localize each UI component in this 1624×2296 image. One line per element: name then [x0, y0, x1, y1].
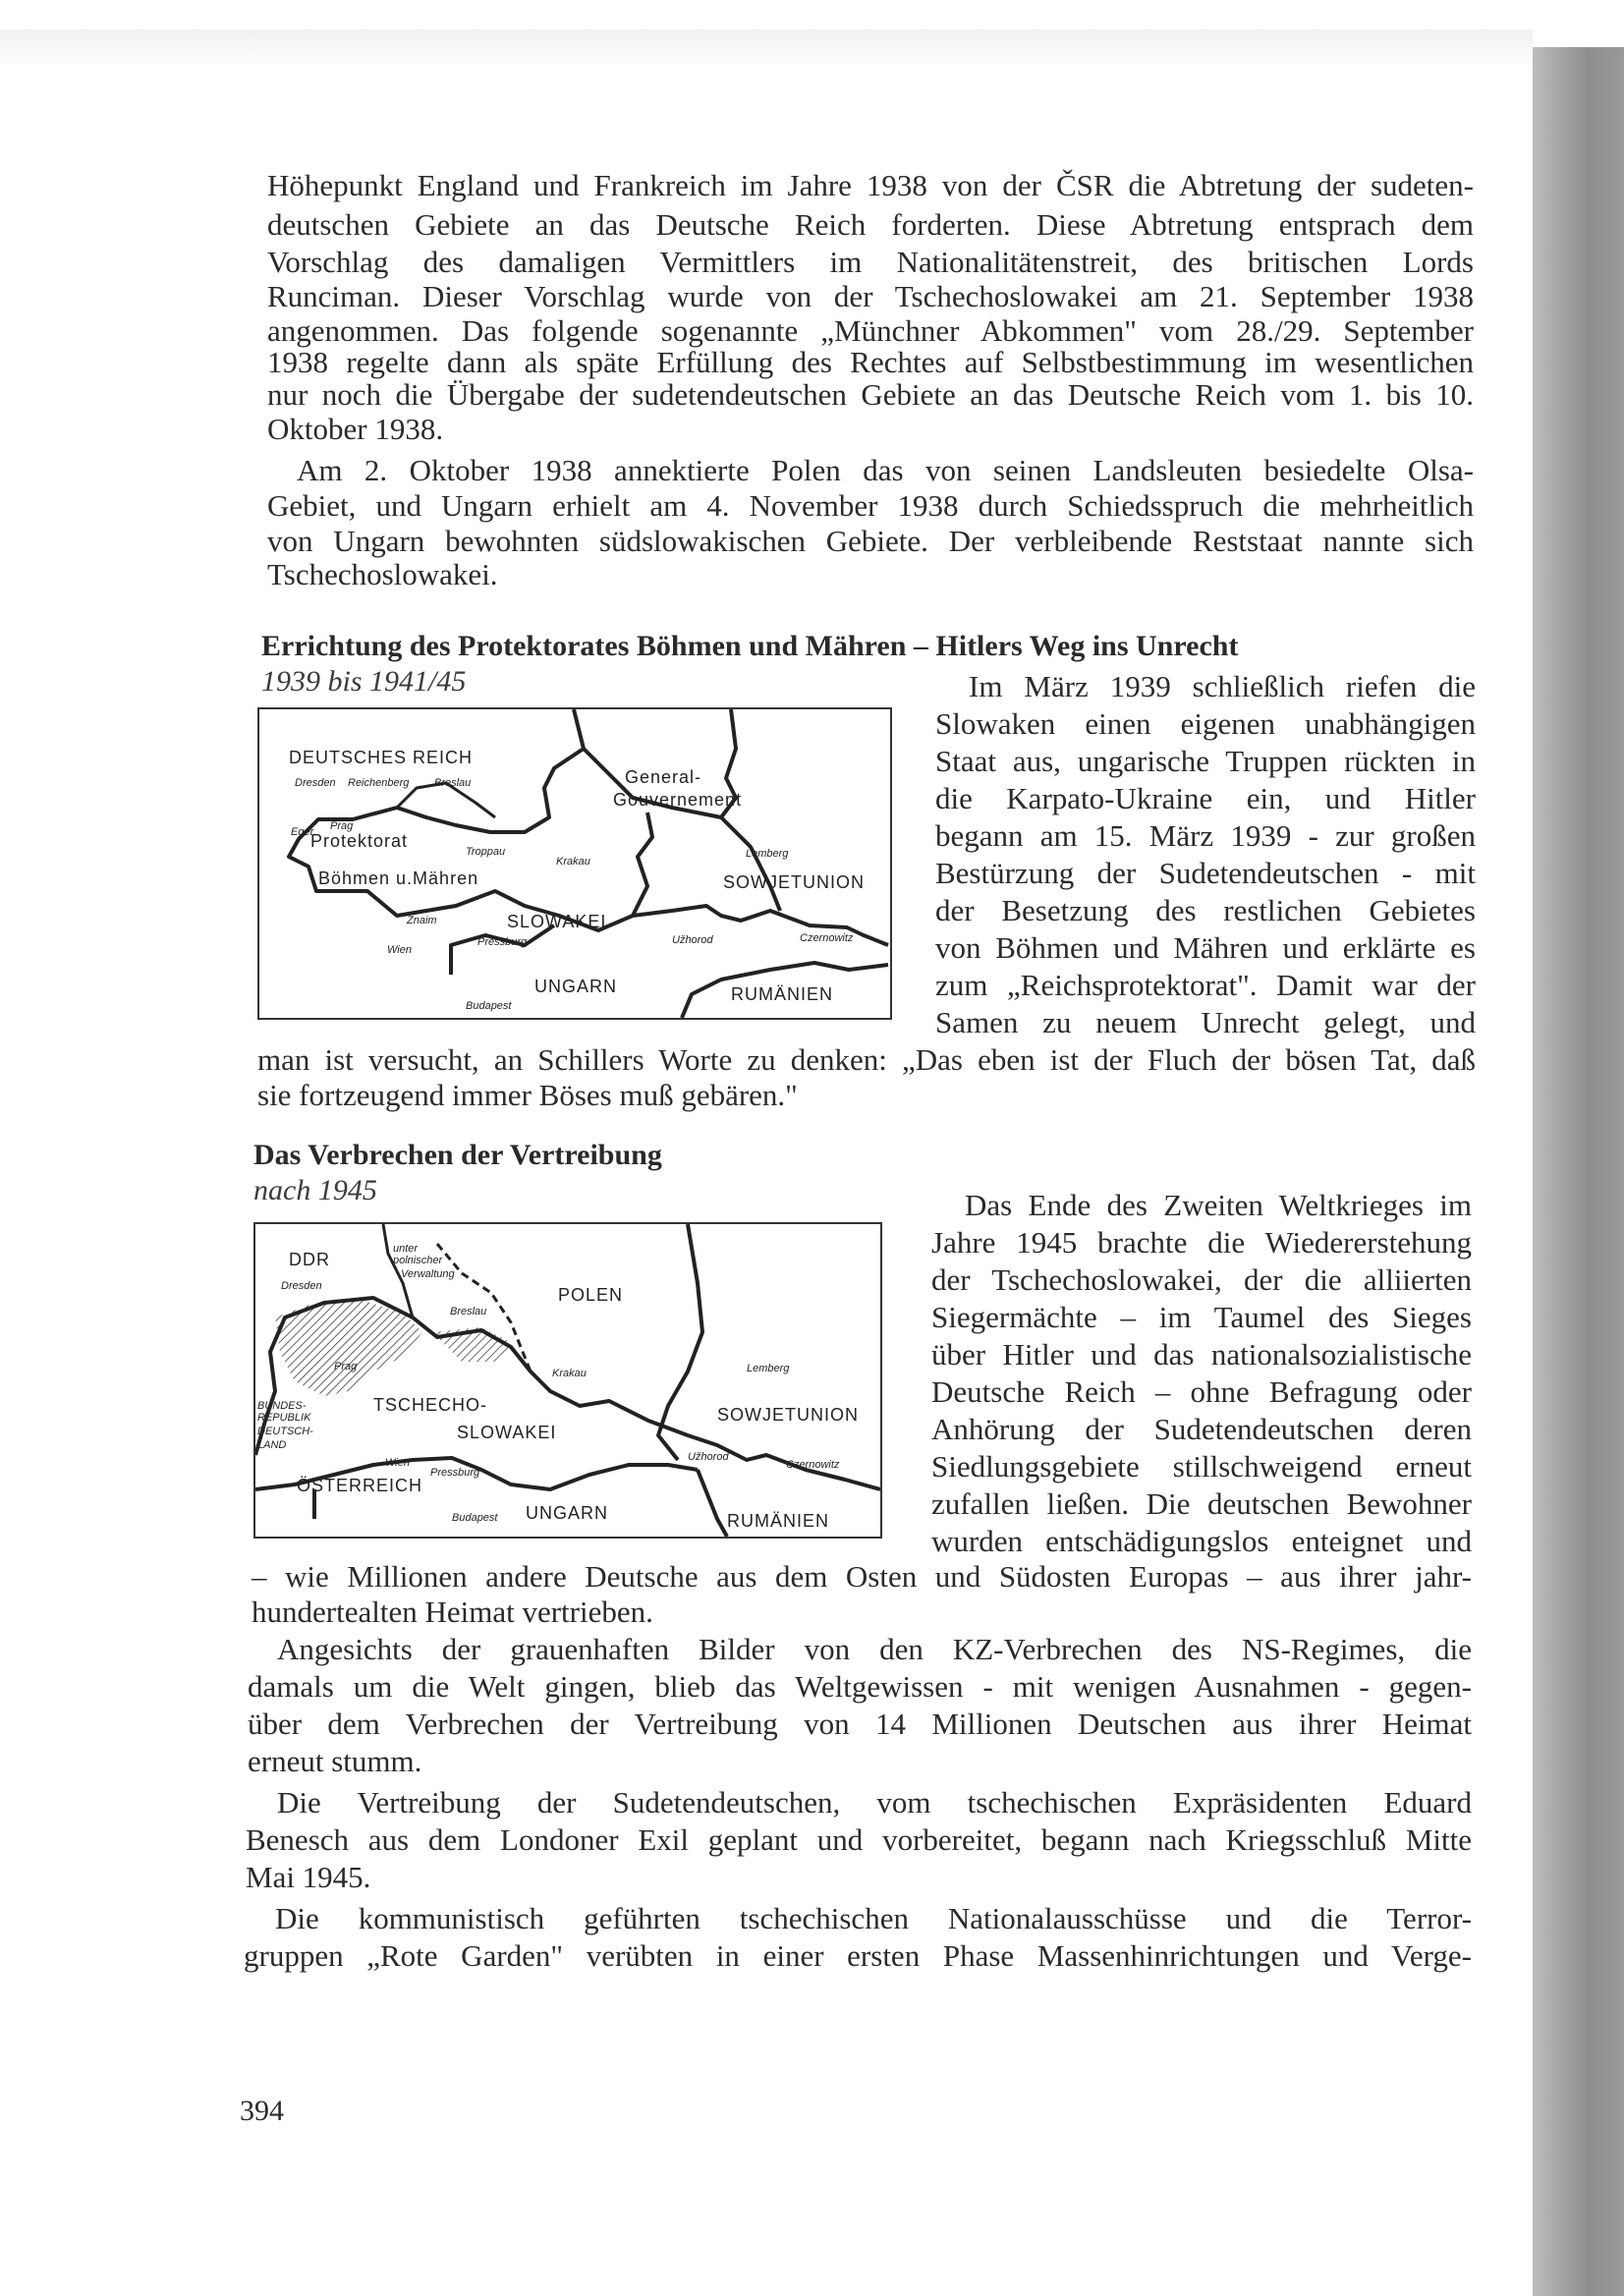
- intro-line-3: Vorschlag des damaligen Vermittlers im Nationalitätenstreit, des britischen Lords: [267, 245, 1474, 279]
- map2-city-dresden: Dresden: [281, 1280, 322, 1292]
- s2-side-line-9: zufallen ließen. Die deutschen Bewohner: [931, 1486, 1472, 1521]
- map-vertreibung-svg: [255, 1224, 880, 1537]
- map2-label-brd-2: REPUBLIK: [257, 1412, 311, 1424]
- intro-line-7: nur noch die Übergabe der sudetendeutschen Gebiete an das Deutsche Reich vom 1. bis 10.: [267, 377, 1474, 412]
- map2-label-unter-1: unter: [393, 1243, 419, 1255]
- closing3-line-1: Die kommunistisch geführten tschechischen Nationalausschüsse und die Terror-: [275, 1901, 1472, 1935]
- s2-side-line-10: wurden entschädigungslos enteignet und: [931, 1524, 1472, 1558]
- map2-border-east: [658, 1224, 702, 1460]
- map2-city-lemberg: Lemberg: [747, 1363, 790, 1374]
- scan-top-shade: [0, 29, 1533, 69]
- closing1-line-1: Angesichts der grauenhaften Bilder von den KZ-Verbrechen des NS-Regimes, die: [277, 1632, 1472, 1666]
- map2-label-brd-1: BUNDES-: [257, 1400, 307, 1412]
- s1-side-line-1: Im März 1939 schließlich riefen die: [969, 669, 1476, 703]
- s1-side-line-3: Staat aus, ungarische Truppen rückten in: [935, 744, 1476, 778]
- map1-city-pressburg: Pressburg: [477, 936, 528, 948]
- intro-line-2: deutschen Gebiete an das Deutsche Reich forderten. Diese Abtretung entsprach dem: [267, 207, 1474, 242]
- map2-label-ddr: DDR: [289, 1250, 330, 1269]
- closing3-line-2: gruppen „Rote Garden" verübten in einer ersten Phase Massenhinrichtungen und Verge-: [244, 1938, 1472, 1973]
- para2-line-1: Am 2. Oktober 1938 annektierte Polen das von seinen Landsleuten besiedelte Olsa-: [297, 453, 1474, 487]
- s2-full-line-2: hundertealten Heimat vertrieben.: [252, 1595, 653, 1629]
- s1-side-line-8: von Böhmen und Mähren und erklärte es: [935, 930, 1476, 965]
- map1-label-general-1: General-: [625, 767, 702, 787]
- map1-city-breslau: Breslau: [434, 777, 472, 789]
- map-vertreibung-1945: [253, 1222, 882, 1539]
- s1-side-line-2: Slowaken einen eigenen unabhängigen: [935, 706, 1476, 741]
- map1-city-dresden: Dresden: [295, 777, 336, 789]
- map2-city-pressburg: Pressburg: [430, 1467, 480, 1479]
- s1-side-line-5: begann am 15. März 1939 - zur großen: [935, 818, 1476, 853]
- map2-city-krakau: Krakau: [552, 1368, 587, 1379]
- map2-label-oesterreich: ÖSTERREICH: [297, 1476, 423, 1495]
- map-protektorat-svg: [259, 709, 890, 1018]
- section1-subtitle: 1939 bis 1941/45: [261, 665, 467, 698]
- map1-label-deutsches-reich: DEUTSCHES REICH: [289, 748, 474, 767]
- map2-city-uzhorod: Užhorod: [688, 1451, 729, 1463]
- page-number: 394: [240, 2095, 284, 2127]
- intro-line-4: Runciman. Dieser Vorschlag wurde von der Tschechoslowakei am 21. September 1938: [267, 279, 1474, 313]
- map2-label-slowakei: SLOWAKEI: [457, 1423, 557, 1442]
- map2-label-sowjetunion: SOWJETUNION: [717, 1405, 859, 1425]
- section2-heading: Das Verbrechen der Vertreibung: [253, 1139, 662, 1171]
- closing2-line-2: Benesch aus dem Londoner Exil geplant und vorbereitet, begann nach Kriegsschluß Mitte: [246, 1822, 1472, 1857]
- map1-city-budapest: Budapest: [466, 1000, 512, 1012]
- map1-label-slowakei: SLOWAKEI: [507, 912, 607, 931]
- closing2-line-1: Die Vertreibung der Sudetendeutschen, vom tschechischen Expräsidenten Eduard: [277, 1785, 1472, 1820]
- map1-city-krakau: Krakau: [556, 856, 590, 868]
- s1-full-line-1: man ist versucht, an Schillers Worte zu denken: „Das eben ist der Fluch der bösen Tat, daß: [257, 1042, 1476, 1077]
- intro-line-8: Oktober 1938.: [267, 412, 444, 446]
- map1-city-prag: Prag: [330, 820, 354, 832]
- s2-full-line-1: – wie Millionen andere Deutsche aus dem Osten und Südosten Europas – aus ihrer jahr-: [252, 1559, 1472, 1594]
- map1-label-general-2: Gouvernement: [613, 790, 743, 810]
- map2-city-budapest: Budapest: [452, 1512, 498, 1524]
- map2-label-polen: POLEN: [558, 1285, 624, 1305]
- s1-side-line-4: die Karpato-Ukraine ein, und Hitler: [935, 781, 1476, 815]
- map2-label-brd-3: DEUTSCH-: [257, 1426, 313, 1437]
- map1-border-south: [289, 709, 888, 945]
- map1-city-troppau: Troppau: [466, 846, 506, 858]
- map-protektorat-1939: [257, 707, 892, 1020]
- s2-side-line-7: Anhörung der Sudetendeutschen deren: [931, 1412, 1472, 1446]
- map2-label-unter-3: Verwaltung: [401, 1268, 455, 1280]
- s2-side-line-4: Siegermächte – im Taumel des Sieges: [931, 1300, 1472, 1334]
- closing2-line-3: Mai 1945.: [246, 1860, 371, 1894]
- map2-label-rumaenien: RUMÄNIEN: [727, 1511, 830, 1531]
- map2-label-brd-4: LAND: [257, 1439, 287, 1451]
- map2-label-ungarn: UNGARN: [526, 1503, 609, 1523]
- map1-city-eger: Eger: [291, 826, 314, 838]
- s2-side-line-1: Das Ende des Zweiten Weltkrieges im: [965, 1188, 1472, 1222]
- s2-side-line-6: Deutsche Reich – ohne Befragung oder: [931, 1374, 1472, 1409]
- s1-side-line-9: zum „Reichsprotektorat". Damit war der: [935, 968, 1476, 1002]
- s1-side-line-6: Bestürzung der Sudetendeutschen - mit: [935, 856, 1476, 890]
- s2-side-line-8: Siedlungsgebiete stillschweigend erneut: [931, 1449, 1472, 1484]
- section1-heading: Errichtung des Protektorates Böhmen und Mähren – Hitlers Weg ins Unrecht: [261, 630, 1239, 662]
- map1-city-reichenberg: Reichenberg: [348, 777, 410, 789]
- para2-line-4: Tschechoslowakei.: [267, 557, 498, 591]
- closing1-line-3: über dem Verbrechen der Vertreibung von 14 Millionen Deutschen aus ihrer Heimat: [248, 1707, 1472, 1741]
- closing1-line-2: damals um die Welt gingen, blieb das Weltgewissen - mit wenigen Ausnahmen - gegen-: [248, 1669, 1472, 1704]
- map2-label-tschecho: TSCHECHO-: [373, 1395, 487, 1415]
- s1-side-line-7: der Besetzung des restlichen Gebietes: [935, 893, 1476, 927]
- map1-city-znaim: Znaim: [407, 915, 437, 926]
- map1-city-uzhorod: Užhorod: [672, 934, 713, 946]
- s2-side-line-2: Jahre 1945 brachte die Wiedererstehung: [931, 1225, 1472, 1260]
- map2-city-prag: Prag: [334, 1361, 358, 1372]
- map1-city-wien: Wien: [387, 944, 412, 956]
- section2-subtitle: nach 1945: [253, 1174, 377, 1206]
- para2-line-2: Gebiet, und Ungarn erhielt am 4. November 1938 durch Schiedsspruch die mehrheitlich: [267, 488, 1474, 523]
- intro-line-5: angenommen. Das folgende sogenannte „Münchner Abkommen" vom 28./29. September: [267, 313, 1474, 348]
- s1-full-line-2: sie fortzeugend immer Böses muß gebären.": [257, 1078, 798, 1112]
- map1-border-ungarn: [451, 925, 554, 975]
- map1-border-slowakei: [633, 812, 652, 916]
- para2-line-3: von Ungarn bewohnten südslowakischen Gebiete. Der verbleibende Reststaat nannte sich: [267, 524, 1474, 558]
- map2-city-czernowitz: Czernowitz: [786, 1459, 840, 1471]
- map2-city-wien: Wien: [385, 1457, 410, 1469]
- intro-line-1: Höhepunkt England und Frankreich im Jahre 1938 von der ČSR die Abtretung der sudeten-: [267, 168, 1474, 202]
- map2-sudetenland-hatch: [275, 1301, 422, 1396]
- intro-line-6: 1938 regelte dann als späte Erfüllung des Rechtes auf Selbstbestimmung im wesentlichen: [267, 345, 1474, 379]
- map2-label-unter-2: polnischer: [393, 1255, 443, 1266]
- closing1-line-4: erneut stumm.: [248, 1744, 422, 1778]
- map1-label-boehmen: Böhmen u.Mähren: [318, 868, 479, 888]
- s1-side-line-10: Samen zu neuem Unrecht gelegt, und: [935, 1005, 1476, 1039]
- s2-side-line-3: der Tschechoslowakei, der die alliierten: [931, 1262, 1472, 1297]
- map2-city-breslau: Breslau: [450, 1306, 487, 1317]
- map1-label-sowjetunion: SOWJETUNION: [723, 872, 865, 892]
- map1-label-ungarn: UNGARN: [534, 977, 618, 996]
- map1-city-czernowitz: Czernowitz: [800, 932, 854, 944]
- s2-side-line-5: über Hitler und das nationalsozialistische: [931, 1337, 1472, 1372]
- map1-city-lemberg: Lemberg: [746, 848, 789, 860]
- map1-label-rumaenien: RUMÄNIEN: [731, 984, 834, 1004]
- map1-label-protektorat: Protektorat: [310, 831, 409, 851]
- book-gutter-shadow: [1533, 47, 1624, 2296]
- map2-border-rumaenien: [698, 1470, 727, 1537]
